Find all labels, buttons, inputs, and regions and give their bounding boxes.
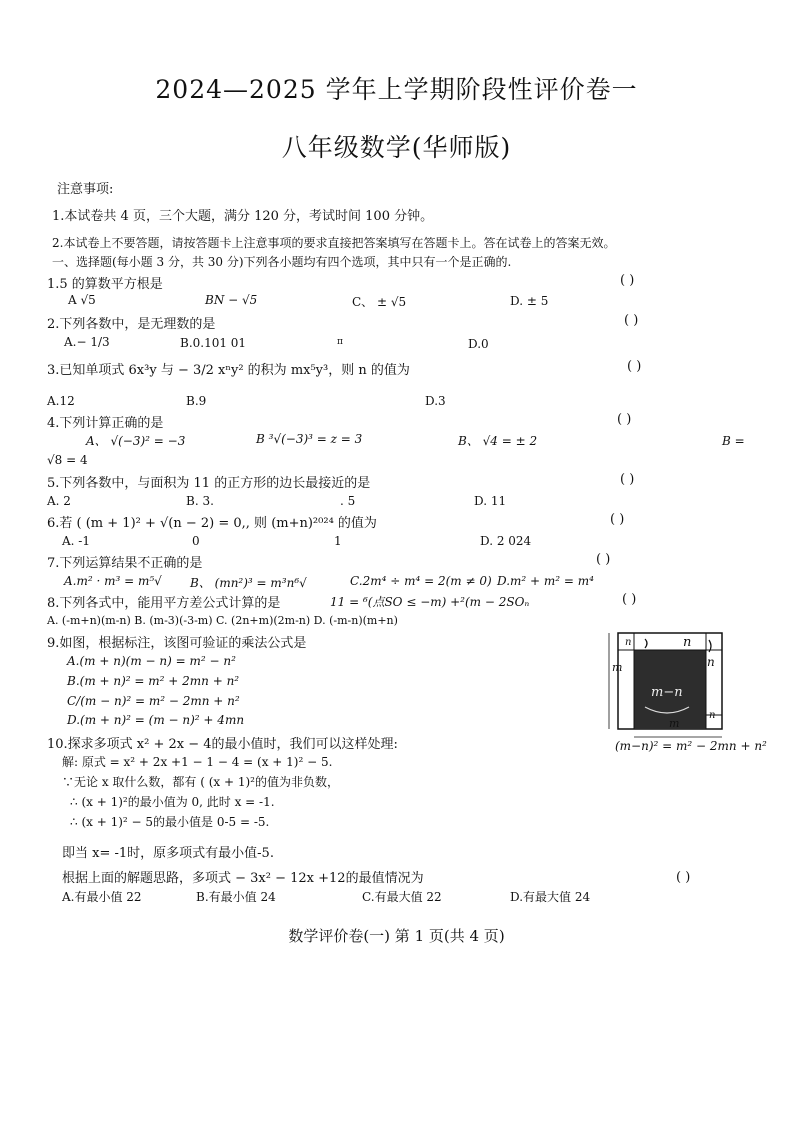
q3-option-d: D.3 (425, 394, 446, 408)
q10-solution-line-2: ∵无论 x 取什么数，都有 ( (x + 1)²的值为非负数， (62, 775, 339, 789)
q10-stem: 10.探求多项式 x² + 2x − 4的最小值时，我们可以这样处理: (47, 737, 398, 752)
q2-option-a: A.− 1/3 (64, 335, 110, 349)
page-footer: 数学评价卷(一) 第 1 页(共 4 页) (288, 927, 505, 945)
q2-option-c: π (337, 337, 343, 347)
q4-stem: 4.下列计算正确的是 (47, 416, 164, 431)
q1-option-b: BN − √5 (205, 293, 258, 307)
q1-option-c: C、 ± √5 (352, 295, 407, 309)
q7-answer-paren: ( ) (596, 552, 611, 567)
notice-heading: 注意事项: (57, 182, 114, 197)
q4-option-b: B ³√(−3)³ = z = 3 (256, 432, 363, 446)
q10-solution-line-1: 解: 原式 = x² + 2x +1 − 1 − 4 = (x + 1)² − 5. (62, 755, 333, 769)
q6-option-a: A. -1 (62, 534, 90, 548)
q4-option-c: B、 √4 = ± 2 (458, 434, 538, 448)
figure-label-m-minus-n: m−n (651, 685, 683, 700)
q9-option-d: D.(m + n)² = (m − n)² + 4mn (67, 713, 245, 727)
q3-option-a: A.12 (47, 394, 75, 408)
q9-option-b: B.(m + n)² = m² + 2mn + n² (67, 674, 240, 688)
q3-option-b: B.9 (186, 394, 207, 408)
q2-option-d: D.0 (468, 337, 489, 351)
q5-stem: 5.下列各数中，与面积为 11 的正方形的边长最接近的是 (47, 476, 371, 491)
q5-option-a: A. 2 (47, 494, 71, 508)
q9-option-c: C/(m − n)² = m² − 2mn + n² (67, 694, 240, 708)
figure-label-m-bottom: m (669, 717, 680, 730)
page-subtitle: 八年级数学(华师版) (281, 133, 512, 162)
q7-option-b: B、 (mn²)³ = m³n⁶√ (190, 576, 307, 590)
q7-option-c: C.2m⁴ ÷ m⁴ = 2(m ≠ 0) (350, 574, 492, 588)
q10-solution-line-4: ∴ (x + 1)² − 5的最小值是 0-5 = -5. (70, 815, 270, 829)
q10-option-d: D.有最大值 24 (510, 890, 591, 904)
notice-item-2: 2.本试卷上不要答题，请按答题卡上注意事项的要求直接把答案填写在答题卡上。答在试卷上的答案无效。 (52, 236, 616, 250)
q10-solution-line-3: ∴ (x + 1)²的最小值为 0, 此时 x = -1. (70, 795, 275, 809)
notice-item-1: 1.本试卷共 4 页，三个大题，满分 120 分，考试时间 100 分钟。 (52, 209, 434, 224)
q2-option-b: B.0.101 01 (180, 336, 247, 350)
figure-label-m-left: m (612, 661, 623, 674)
q6-option-d: D. 2 024 (480, 534, 532, 548)
page-title: 2024—2025 学年上学期阶段性评价卷一 (155, 75, 638, 104)
q5-option-d: D. 11 (474, 494, 507, 508)
q4-option-a: A、 √(−3)² = −3 (86, 434, 186, 448)
q4-option-d-lead: B = (722, 434, 745, 448)
figure-label-n-handwritten: n (683, 635, 692, 650)
q10-solution-line-5: 即当 x= -1时，原多项式有最小值-5. (62, 846, 274, 861)
q3-answer-paren: ( ) (627, 359, 642, 374)
figure-label-n-right: n (707, 655, 715, 669)
q6-option-c: 1 (334, 534, 342, 548)
q5-answer-paren: ( ) (620, 472, 635, 487)
section-heading: 一、选择题(每小题 3 分，共 30 分)下列各小题均有四个选项，其中只有一个是正确的. (52, 255, 512, 269)
q9-figure (605, 625, 780, 765)
figure-handwritten-formula: (m−n)² = m² − 2mn + n² (615, 739, 767, 753)
q1-stem: 1.5 的算数平方根是 (47, 277, 163, 292)
q6-stem: 6.若 ( (m + 1)² + √(n − 2) = 0,, 则 (m+n)²⁰²⁴ 的值为 (47, 516, 377, 531)
q3-stem: 3.已知单项式 6x³y 与 − 3/2 xⁿy² 的积为 mx⁵y³，则 n 的值为 (47, 363, 410, 378)
q7-option-a: A.m² · m³ = m⁵√ (64, 574, 162, 588)
q8-answer-paren: ( ) (622, 592, 637, 607)
q2-stem: 2.下列各数中，是无理数的是 (47, 317, 216, 332)
q1-option-a: A √5 (68, 293, 96, 307)
q4-answer-paren: ( ) (617, 412, 632, 427)
q9-option-a: A.(m + n)(m − n) = m² − n² (67, 654, 236, 668)
q2-answer-paren: ( ) (624, 313, 639, 328)
q7-option-d: D.m² + m² = m⁴ (497, 574, 594, 588)
q7-stem: 7.下列运算结果不正确的是 (47, 556, 203, 571)
q10-answer-paren: ( ) (676, 870, 691, 885)
q4-option-d-tail: √8 = 4 (47, 453, 88, 467)
q1-answer-paren: ( ) (620, 273, 635, 288)
q10-option-a: A.有最小值 22 (62, 890, 142, 904)
q5-option-b: B. 3. (186, 494, 214, 508)
figure-label-n-bottom: n (709, 710, 716, 721)
q8-options: A. (-m+n)(m-n) B. (m-3)(-3-m) C. (2n+m)(2m-n) D. (-m-n)(m+n) (47, 614, 398, 627)
q1-option-d: D. ± 5 (510, 294, 549, 308)
q6-option-b: 0 (192, 534, 200, 548)
q5-option-c: . 5 (340, 494, 356, 508)
q10-option-c: C.有最大值 22 (362, 890, 442, 904)
q10-option-b: B.有最小值 24 (196, 890, 276, 904)
figure-label-n-top: n (625, 637, 632, 648)
q6-answer-paren: ( ) (610, 512, 625, 527)
q8-garbled-text: 11 = ⁶(点SO ≤ −m) +²(m − 2SOₙ (330, 595, 530, 609)
q10-question: 根据上面的解题思路，多项式 − 3x² − 12x +12的最值情况为 (62, 871, 424, 886)
q8-stem: 8.下列各式中，能用平方差公式计算的是 (47, 596, 281, 611)
q9-stem: 9.如图，根据标注，该图可验证的乘法公式是 (47, 636, 307, 651)
